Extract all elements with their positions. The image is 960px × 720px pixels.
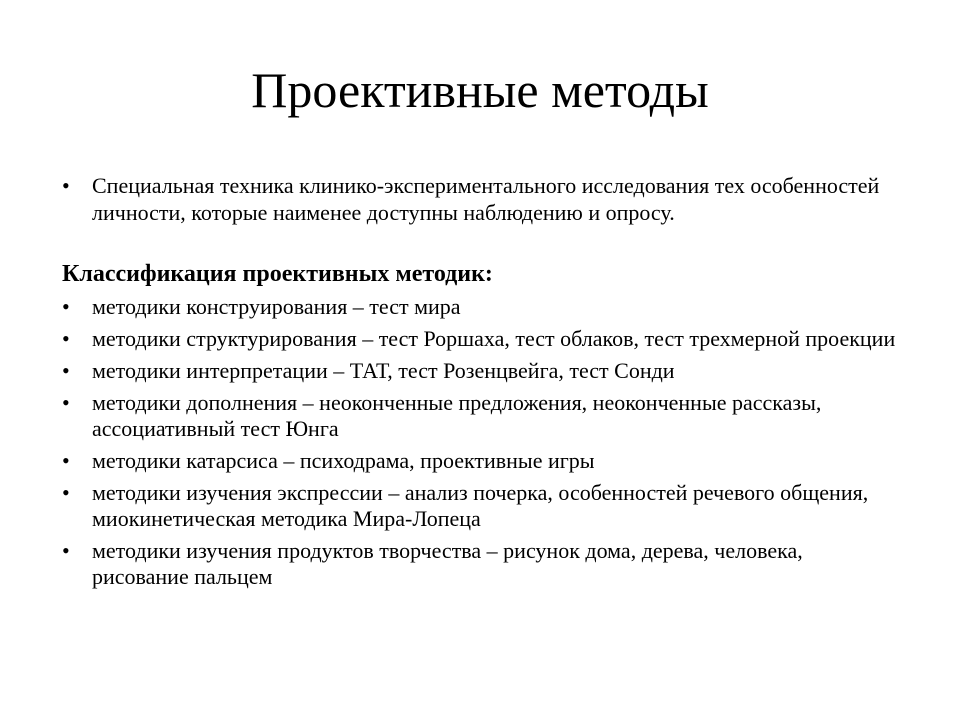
list-item-text: методики интерпретации – ТАТ, тест Розенцвейга, тест Сонди [92,358,675,383]
bullet-icon: • [62,538,70,563]
list-item-text: методики изучения экспрессии – анализ почерка, особенностей речевого общения, миокинетическая методика Мира-Лопеца [92,480,869,531]
list-item-text: методики конструирования – тест мира [92,294,461,319]
list-item [62,538,902,590]
list-item [62,448,902,474]
list-item [62,358,902,384]
list-item-text: методики катарсиса – психодрама, проективные игры [92,448,595,473]
list-item [62,294,902,320]
method-list [62,294,902,596]
slide-title: Проективные методы [251,62,709,118]
list-item [62,172,902,226]
list-item-text: методики дополнения – неоконченные предложения, неоконченные рассказы, ассоциативный тест Юнга [92,390,822,441]
list-item [62,326,902,352]
list-item [62,480,902,532]
bullet-icon: • [62,294,70,319]
list-item-text: методики изучения продуктов творчества – рисунок дома, дерева, человека, рисование пальцем [92,538,803,589]
bullet-icon: • [62,390,70,415]
classification-heading: Классификация проективных методик: [62,261,493,287]
bullet-icon: • [62,326,70,351]
list-item [62,390,902,442]
intro-list [62,172,902,226]
list-item-text: Специальная техника клинико-экспериментального исследования тех особенностей личности, которые наименее доступны наблюдению и опросу. [92,173,880,225]
bullet-icon: • [62,448,70,473]
bullet-icon: • [62,173,70,198]
bullet-icon: • [62,480,70,505]
list-item-text: методики структурирования – тест Роршаха, тест облаков, тест трехмерной проекции [92,326,896,351]
bullet-icon: • [62,358,70,383]
